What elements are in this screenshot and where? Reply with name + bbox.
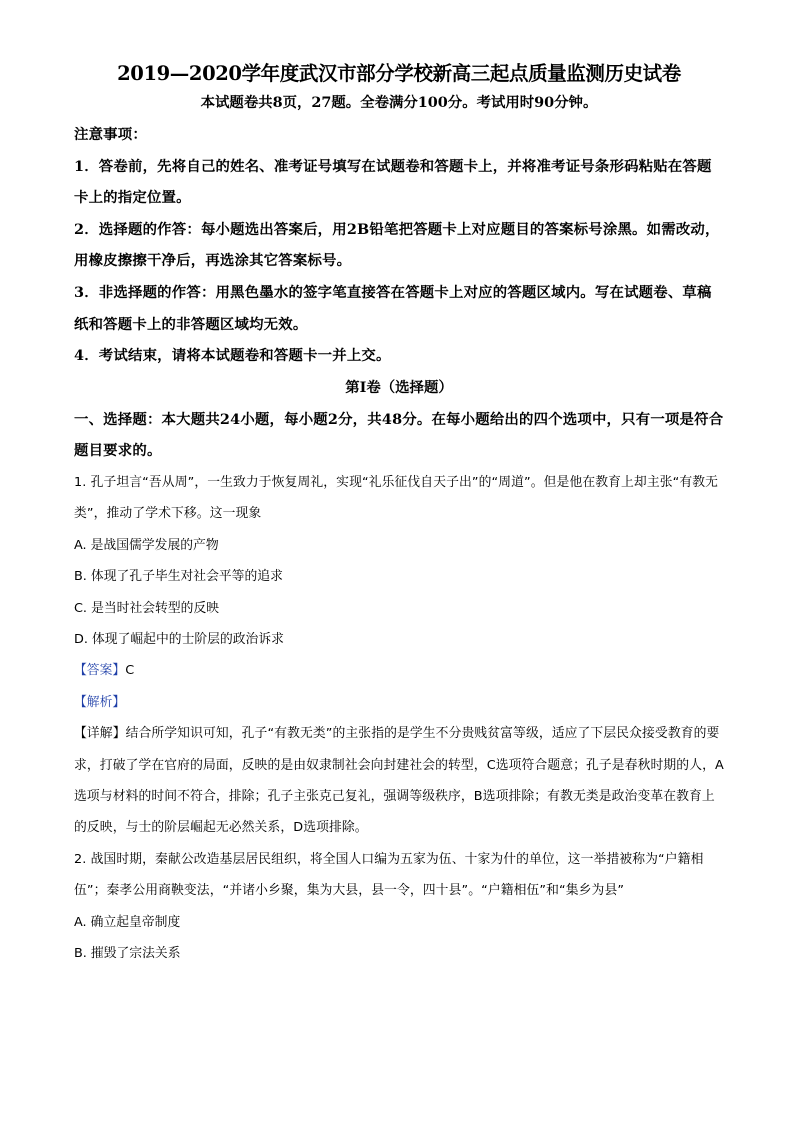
question-1-option-b: B. 体现了孔子毕生对社会平等的追求 (74, 569, 283, 585)
question-1-option-d: D. 体现了崛起中的士阶层的政治诉求 (74, 631, 284, 647)
analysis-bracket-close: 】 (112, 694, 126, 710)
question-1-option-a: A. 是战国儒学发展的产物 (74, 537, 219, 553)
exam-page (74, 60, 724, 969)
section-intro: 一、选择题：本大题共24小题，每小题2分，共48分。在每小题给出的四个选项中，只有一项是符合题目要求的。 (74, 410, 724, 460)
exam-title: 2019—2020学年度武汉市部分学校新高三起点质量监测历史试卷 (117, 62, 681, 85)
question-2-option-b: B. 摧毁了宗法关系 (74, 946, 181, 962)
section-title: 第Ⅰ卷（选择题） (345, 378, 453, 396)
answer-value: C (125, 663, 135, 679)
notice-item-2: 2．选择题的作答：每小题选出答案后，用2B铅笔把答题卡上对应题目的答案标号涂黑。如需改动，用橡皮擦擦干净后，再选涂其它答案标号。 (74, 220, 720, 270)
answer-label: 答案 (86, 663, 113, 679)
answer-bracket-open: 【 (74, 663, 87, 679)
question-1-detail: 【详解】结合所学知识可知，孔子“有教无类”的主张指的是学生不分贵贱贫富等级，适应了下层民众接受教育的要求，打破了学在官府的局面，反映的是由奴隶制社会向封建社会的转型，C选项符合题意；孔子是春秋时期的人，A选项与材料的时间不符合，排除；孔子主张克己复礼，强调等级秩序，B选项排除；有教无类是政治变革在教育上的反映，与士的阶层崛起无必然关系，D选项排除。 (74, 726, 724, 836)
question-1-stem: 1. 孔子坦言“吾从周”，一生致力于恢复周礼，实现“礼乐征伐自天子出”的“周道”。但是他在教育上却主张“有教无类”，推动了学术下移。这一现象 (74, 474, 719, 522)
question-2-option-a: A. 确立起皇帝制度 (74, 914, 181, 930)
question-1-answer (74, 655, 724, 686)
notice-item-1: 1．答卷前，先将自己的姓名、准考证号填写在试题卷和答题卡上，并将准考证号条形码粘贴在答题卡上的指定位置。 (74, 157, 712, 207)
notice-item-4: 4．考试结束，请将本试题卷和答题卡一并上交。 (74, 347, 391, 365)
notice-heading: 注意事项： (74, 126, 147, 143)
analysis-bracket-open: 【 (74, 694, 87, 710)
exam-subtitle: 本试题卷共8页，27题。全卷满分100分。考试用时90分钟。 (200, 94, 598, 111)
analysis-label: 解析 (86, 694, 113, 710)
question-1-option-c: C. 是当时社会转型的反映 (74, 600, 220, 616)
notice-item-3: 3．非选择题的作答：用黑色墨水的签字笔直接答在答题卡上对应的答题区域内。写在试题卷、草稿纸和答题卡上的非答题区域均无效。 (74, 283, 712, 333)
answer-bracket-close: 】 (112, 663, 126, 679)
question-1-analysis (74, 687, 724, 718)
question-2-stem: 2. 战国时期，秦献公改造基层居民组织，将全国人口编为五家为伍、十家为什的单位，这一举措被称为“户籍相伍”；秦孝公用商鞅变法，“并诸小乡聚，集为大县，县一令，四十县”。“户籍相伍”和“集乡为县” (74, 851, 704, 899)
